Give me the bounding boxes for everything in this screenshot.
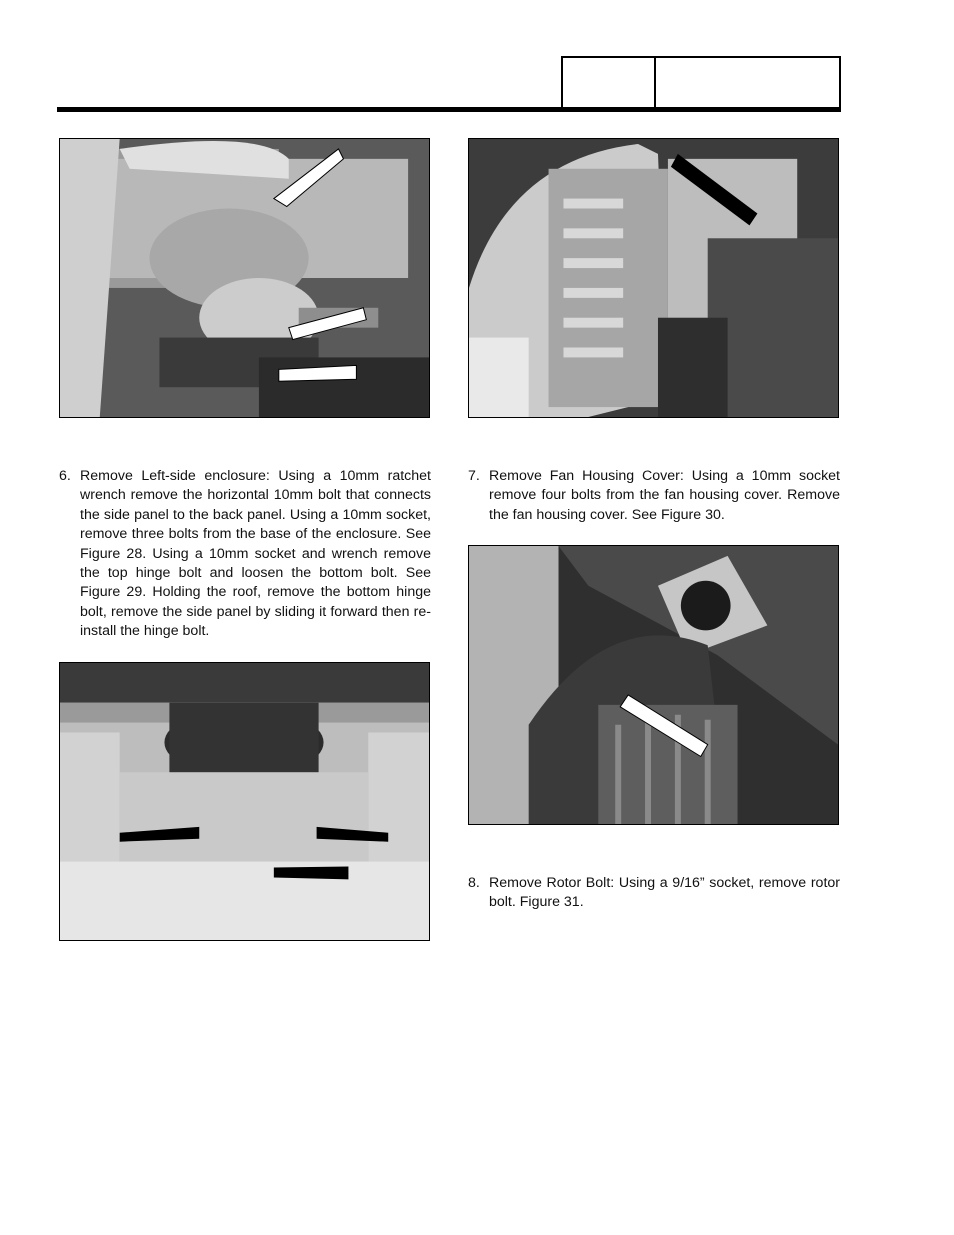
step-7 — [468, 467, 840, 525]
figure-fan-housing-photo — [468, 545, 839, 825]
step-6 — [59, 467, 431, 642]
step-text: Remove Fan Housing Cover: Using a 10mm socket remove four bolts from the fan housing cover. Remove the fan housing cover. See Figure 30. — [489, 468, 840, 523]
arrow-icon — [274, 867, 349, 880]
step-number: 7. — [468, 468, 480, 484]
figure-side-panel-hinge-photo — [468, 138, 839, 418]
figure-muffler-photo — [59, 138, 430, 418]
header-rule — [57, 107, 841, 112]
step-number: 8. — [468, 875, 480, 891]
header-box-left — [561, 56, 656, 108]
step-8 — [468, 874, 840, 913]
figure-enclosure-base-photo — [59, 662, 430, 941]
step-number: 6. — [59, 468, 71, 484]
step-text: Remove Left-side enclosure: Using a 10mm ratchet wrench remove the horizontal 10mm bolt that connects the side panel to the back panel. Using a 10mm socket, remove three bolts from the base of the enclosure. See Figure 28. Using a 10mm socket and wrench remove the top hinge bolt and loosen the bottom bolt. See Figure 29. Holding the roof, remove the bottom hinge bolt, remove the side panel by sliding it forward then re-install the hinge bolt. — [80, 468, 431, 640]
step-text: Remove Rotor Bolt: Using a 9/16” socket, remove rotor bolt. Figure 31. — [489, 875, 840, 911]
header-box-right — [654, 56, 841, 108]
